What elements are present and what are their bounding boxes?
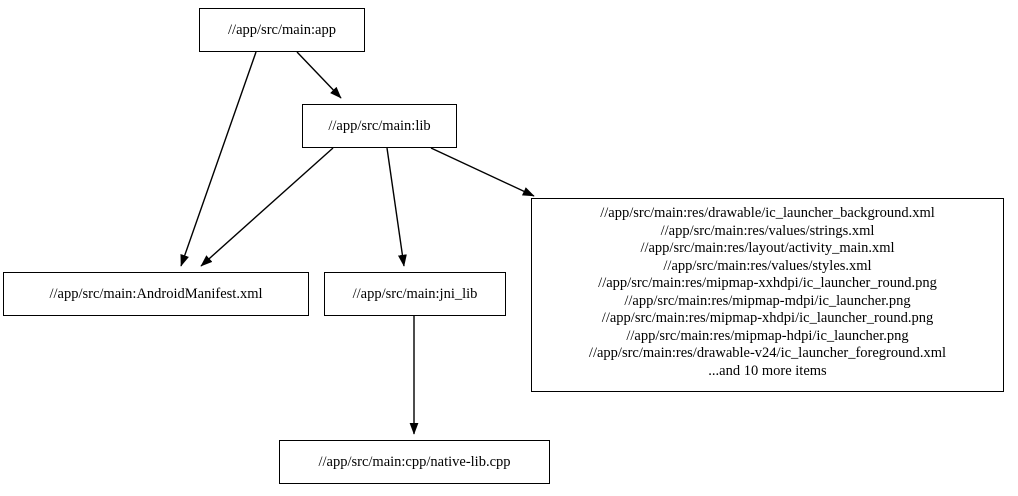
- resource-line: //app/src/main:res/mipmap-hdpi/ic_launcher.png: [626, 327, 909, 344]
- resource-line: ...and 10 more items: [708, 362, 827, 379]
- node-app-label: //app/src/main:app: [228, 21, 336, 38]
- node-androidmanifest-label: //app/src/main:AndroidManifest.xml: [49, 285, 263, 302]
- node-androidmanifest[interactable]: [3, 272, 309, 316]
- node-lib[interactable]: [302, 104, 457, 148]
- edge-lib-to-resources: [431, 148, 534, 196]
- node-resources-group[interactable]: [531, 198, 1004, 392]
- resource-line: //app/src/main:res/values/strings.xml: [660, 222, 875, 239]
- node-native-lib-cpp[interactable]: [279, 440, 550, 484]
- edge-lib-to-androidmanifest: [201, 148, 333, 266]
- edge-app-to-androidmanifest: [181, 52, 256, 266]
- resource-line: //app/src/main:res/drawable/ic_launcher_background.xml: [600, 205, 935, 221]
- node-app[interactable]: [199, 8, 365, 52]
- resource-line: //app/src/main:res/mipmap-mdpi/ic_launcher.png: [624, 292, 911, 309]
- edge-lib-to-jni-lib: [387, 148, 404, 266]
- node-native-lib-cpp-label: //app/src/main:cpp/native-lib.cpp: [318, 453, 511, 470]
- node-lib-label: //app/src/main:lib: [328, 117, 431, 134]
- resource-line: //app/src/main:res/values/styles.xml: [663, 257, 872, 274]
- resource-line: //app/src/main:res/drawable-v24/ic_launcher_foreground.xml: [588, 345, 947, 361]
- node-jni-lib-label: //app/src/main:jni_lib: [352, 285, 478, 302]
- resource-line: //app/src/main:res/mipmap-xxhdpi/ic_launcher_round.png: [598, 275, 937, 291]
- node-jni-lib[interactable]: [324, 272, 506, 316]
- edge-app-to-lib: [297, 52, 341, 98]
- resource-line: //app/src/main:res/mipmap-xhdpi/ic_launcher_round.png: [601, 310, 934, 326]
- resource-line: //app/src/main:res/layout/activity_main.xml: [640, 240, 895, 256]
